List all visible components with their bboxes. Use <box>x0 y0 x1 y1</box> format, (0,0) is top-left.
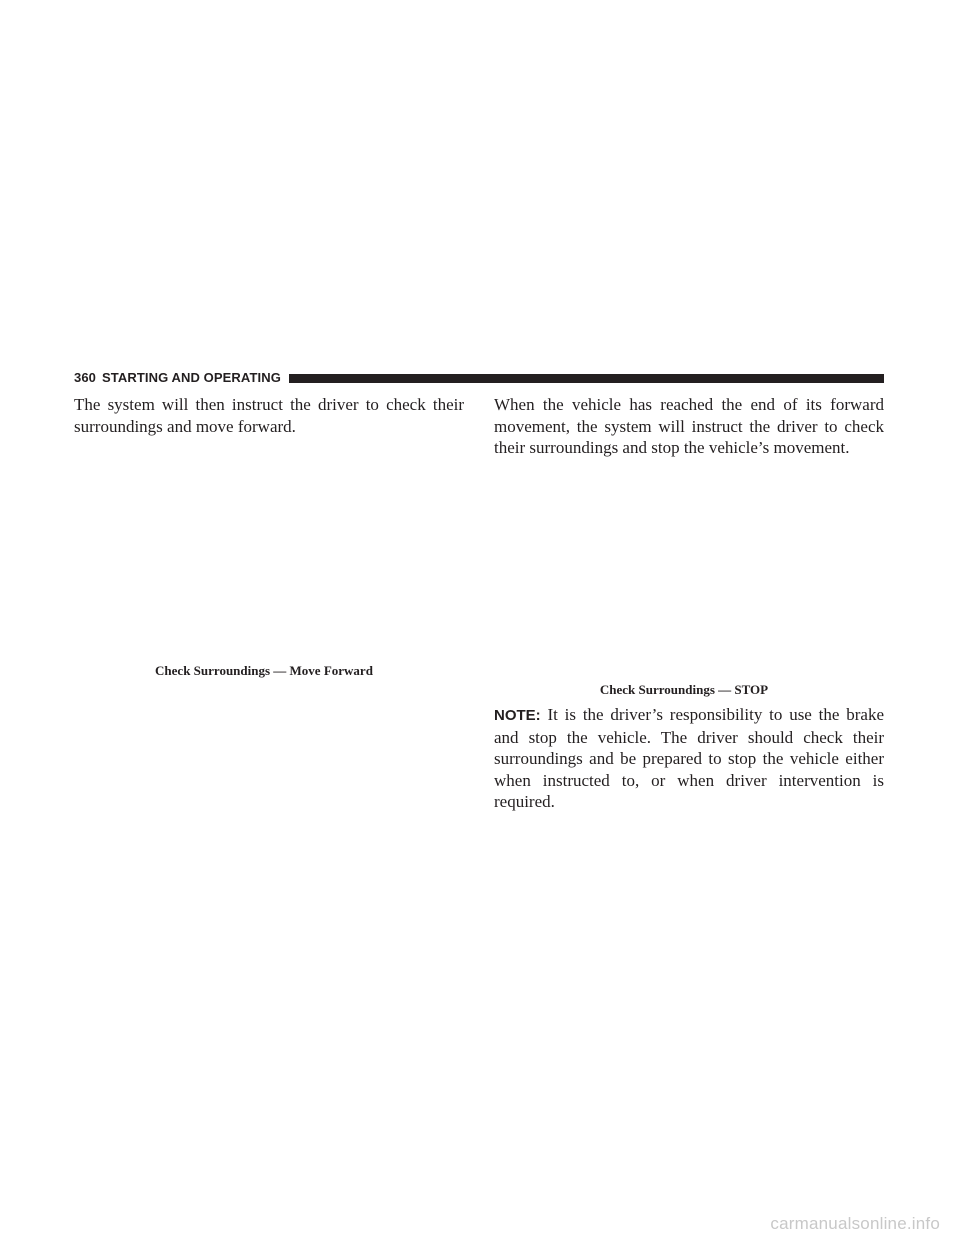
page-header <box>74 370 884 386</box>
section-title: STARTING AND OPERATING <box>102 370 281 385</box>
right-paragraph: When the vehicle has reached the end of its forward movement, the system will instruct the driver to check their surroundings and stop the vehicle’s movement. <box>494 395 884 457</box>
watermark: carmanualsonline.info <box>770 1214 940 1233</box>
note-label: NOTE: <box>494 707 541 724</box>
note-paragraph <box>494 704 884 813</box>
note-text: It is the driver’s responsibility to use the brake and stop the vehicle. The driver should check their surroundings and be prepared to stop the vehicle either when instructed to, or when driver intervention is required. <box>494 705 884 811</box>
left-paragraph: The system will then instruct the driver to check their surroundings and move forward. <box>74 395 464 436</box>
left-figure-caption: Check Surroundings — Move Forward <box>155 663 373 678</box>
page-number: 360 <box>74 370 96 385</box>
header-rule <box>289 374 884 383</box>
left-figure-area <box>74 440 464 655</box>
right-figure-area <box>494 462 884 672</box>
right-figure-caption: Check Surroundings — STOP <box>599 682 769 697</box>
